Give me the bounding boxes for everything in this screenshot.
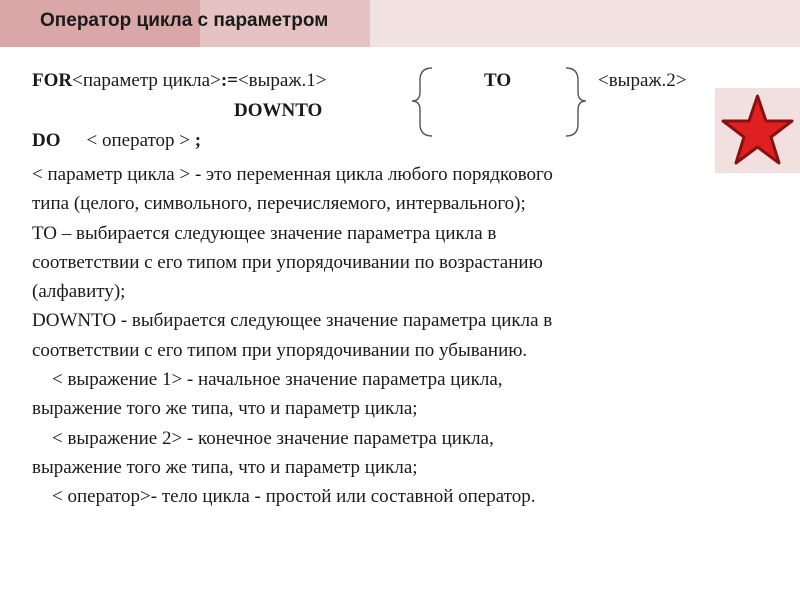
syntax-expr2: <выраж.2>: [598, 70, 687, 91]
text-line: < параметр цикла > - это переменная цикла любого порядкового: [32, 164, 553, 185]
text-line: соответствии с его типом при упорядочивании по возрастанию: [32, 251, 543, 273]
text-line: TO – выбирается следующее значение параметра цикла в: [32, 222, 497, 244]
keyword-do: DO: [32, 130, 61, 151]
text-line: типа (целого, символьного, перечисляемого, интервального);: [32, 193, 526, 215]
syntax-expr1: <выраж.1>: [237, 70, 327, 91]
text-line: < выражение 1> - начальное значение параметра цикла,: [52, 369, 503, 391]
right-curly-bracket: [566, 68, 586, 136]
left-curly-bracket: [412, 68, 432, 136]
text-line: < выражение 2> - конечное значение параметра цикла,: [52, 427, 494, 449]
page-title: Оператор цикла с параметром: [40, 10, 329, 31]
text-line: DOWNTO - выбирается следующее значение параметра цикла в: [32, 310, 553, 332]
text-line: соответствии с его типом при упорядочивании по убыванию.: [32, 339, 528, 361]
syntax-assign: :=: [220, 70, 238, 91]
keyword-downto: DOWNTO: [234, 100, 323, 121]
text-line: < оператор>- тело цикла - простой или составной оператор.: [52, 486, 536, 508]
syntax-param: <параметр цикла>: [72, 70, 221, 91]
syntax-brackets: [0, 0, 800, 160]
text-line: выражение того же типа, что и параметр цикла;: [32, 456, 418, 478]
text-line: (алфавиту);: [32, 281, 126, 303]
syntax-operator: < оператор >: [86, 130, 191, 151]
text-line: выражение того же типа, что и параметр цикла;: [32, 398, 418, 420]
syntax-semicolon: ;: [194, 130, 202, 151]
keyword-for: FOR: [32, 70, 73, 91]
description-text: [32, 160, 792, 512]
keyword-to: TO: [484, 70, 512, 91]
